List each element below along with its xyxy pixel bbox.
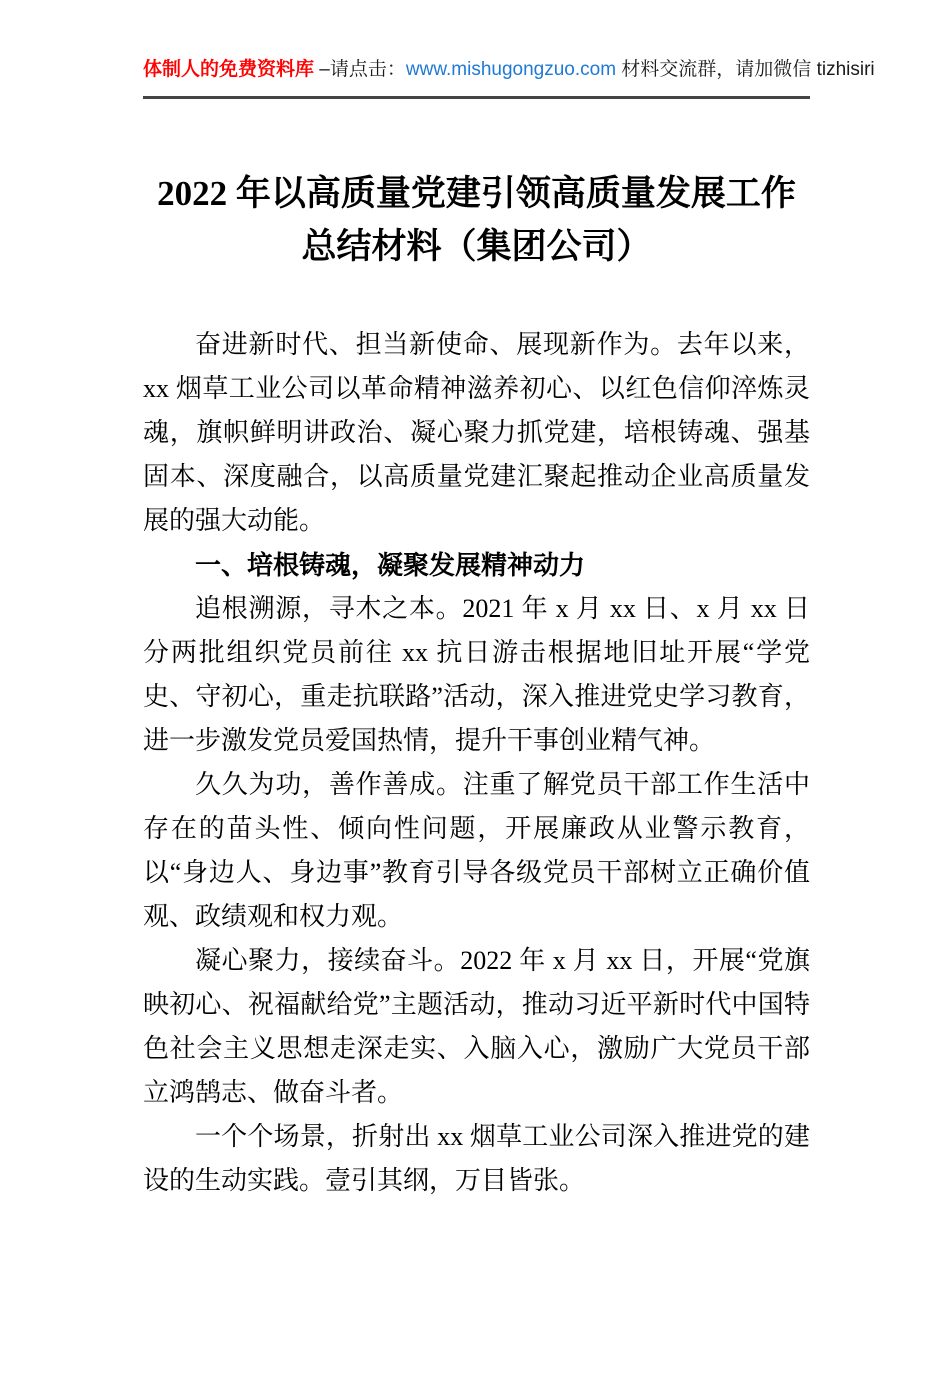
paragraph-closing: 一个个场景，折射出 xx 烟草工业公司深入推进党的建设的生动实践。壹引其纲，万目皆张。 (143, 1122, 810, 1195)
document-title-line-1: 2022 年以高质量党建引领高质量发展工作 (157, 174, 796, 213)
paragraph-warning-education: 久久为功，善作善成。注重了解党员干部工作生活中存在的苗头性、倾向性问题，开展廉政从业警示教育，以“身边人、身边事”教育引导各级党员干部树立正确价值观、政绩观和权力观。 (143, 770, 810, 931)
promo-header (143, 54, 875, 99)
document-body (143, 323, 810, 1203)
document-title-line-2: 总结材料（集团公司） (301, 227, 652, 266)
paragraph-history-activity: 追根溯源，寻木之本。2021 年 x 月 xx 日、x 月 xx 日分两批组织党员前往 xx 抗日游击根据地旧址开展“学党史、守初心，重走抗联路”活动，深入推进党史学习教育，进一步激发党员爱国热情，提升干事创业精气神。 (143, 594, 810, 755)
section-heading-1: 一、培根铸魂，凝聚发展精神动力 (195, 550, 586, 580)
promo-brand-text: 体制人的免费资料库 (143, 59, 315, 80)
document-page (0, 54, 950, 1398)
promo-note-text: 材料交流群，请加微信 tizhisiri (616, 59, 875, 80)
promo-url-link[interactable]: www.mishugongzuo.com (405, 59, 617, 80)
promo-click-prompt: –请点击： (314, 59, 406, 80)
paragraph-intro: 奋进新时代、担当新使命、展现新作为。去年以来，xx 烟草工业公司以革命精神滋养初心、以红色信仰淬炼灵魂，旗帜鲜明讲政治、凝心聚力抓党建，培根铸魂、强基固本、深度融合，以高质量党建汇聚起推动企业高质量发展的强大动能。 (143, 330, 810, 535)
document-title (143, 167, 810, 273)
paragraph-theme-activity: 凝心聚力，接续奋斗。2022 年 x 月 xx 日，开展“党旗映初心、祝福献给党”主题活动，推动习近平新时代中国特色社会主义思想走深走实、入脑入心，激励广大党员干部立鸿鹄志、做奋斗者。 (143, 946, 810, 1107)
